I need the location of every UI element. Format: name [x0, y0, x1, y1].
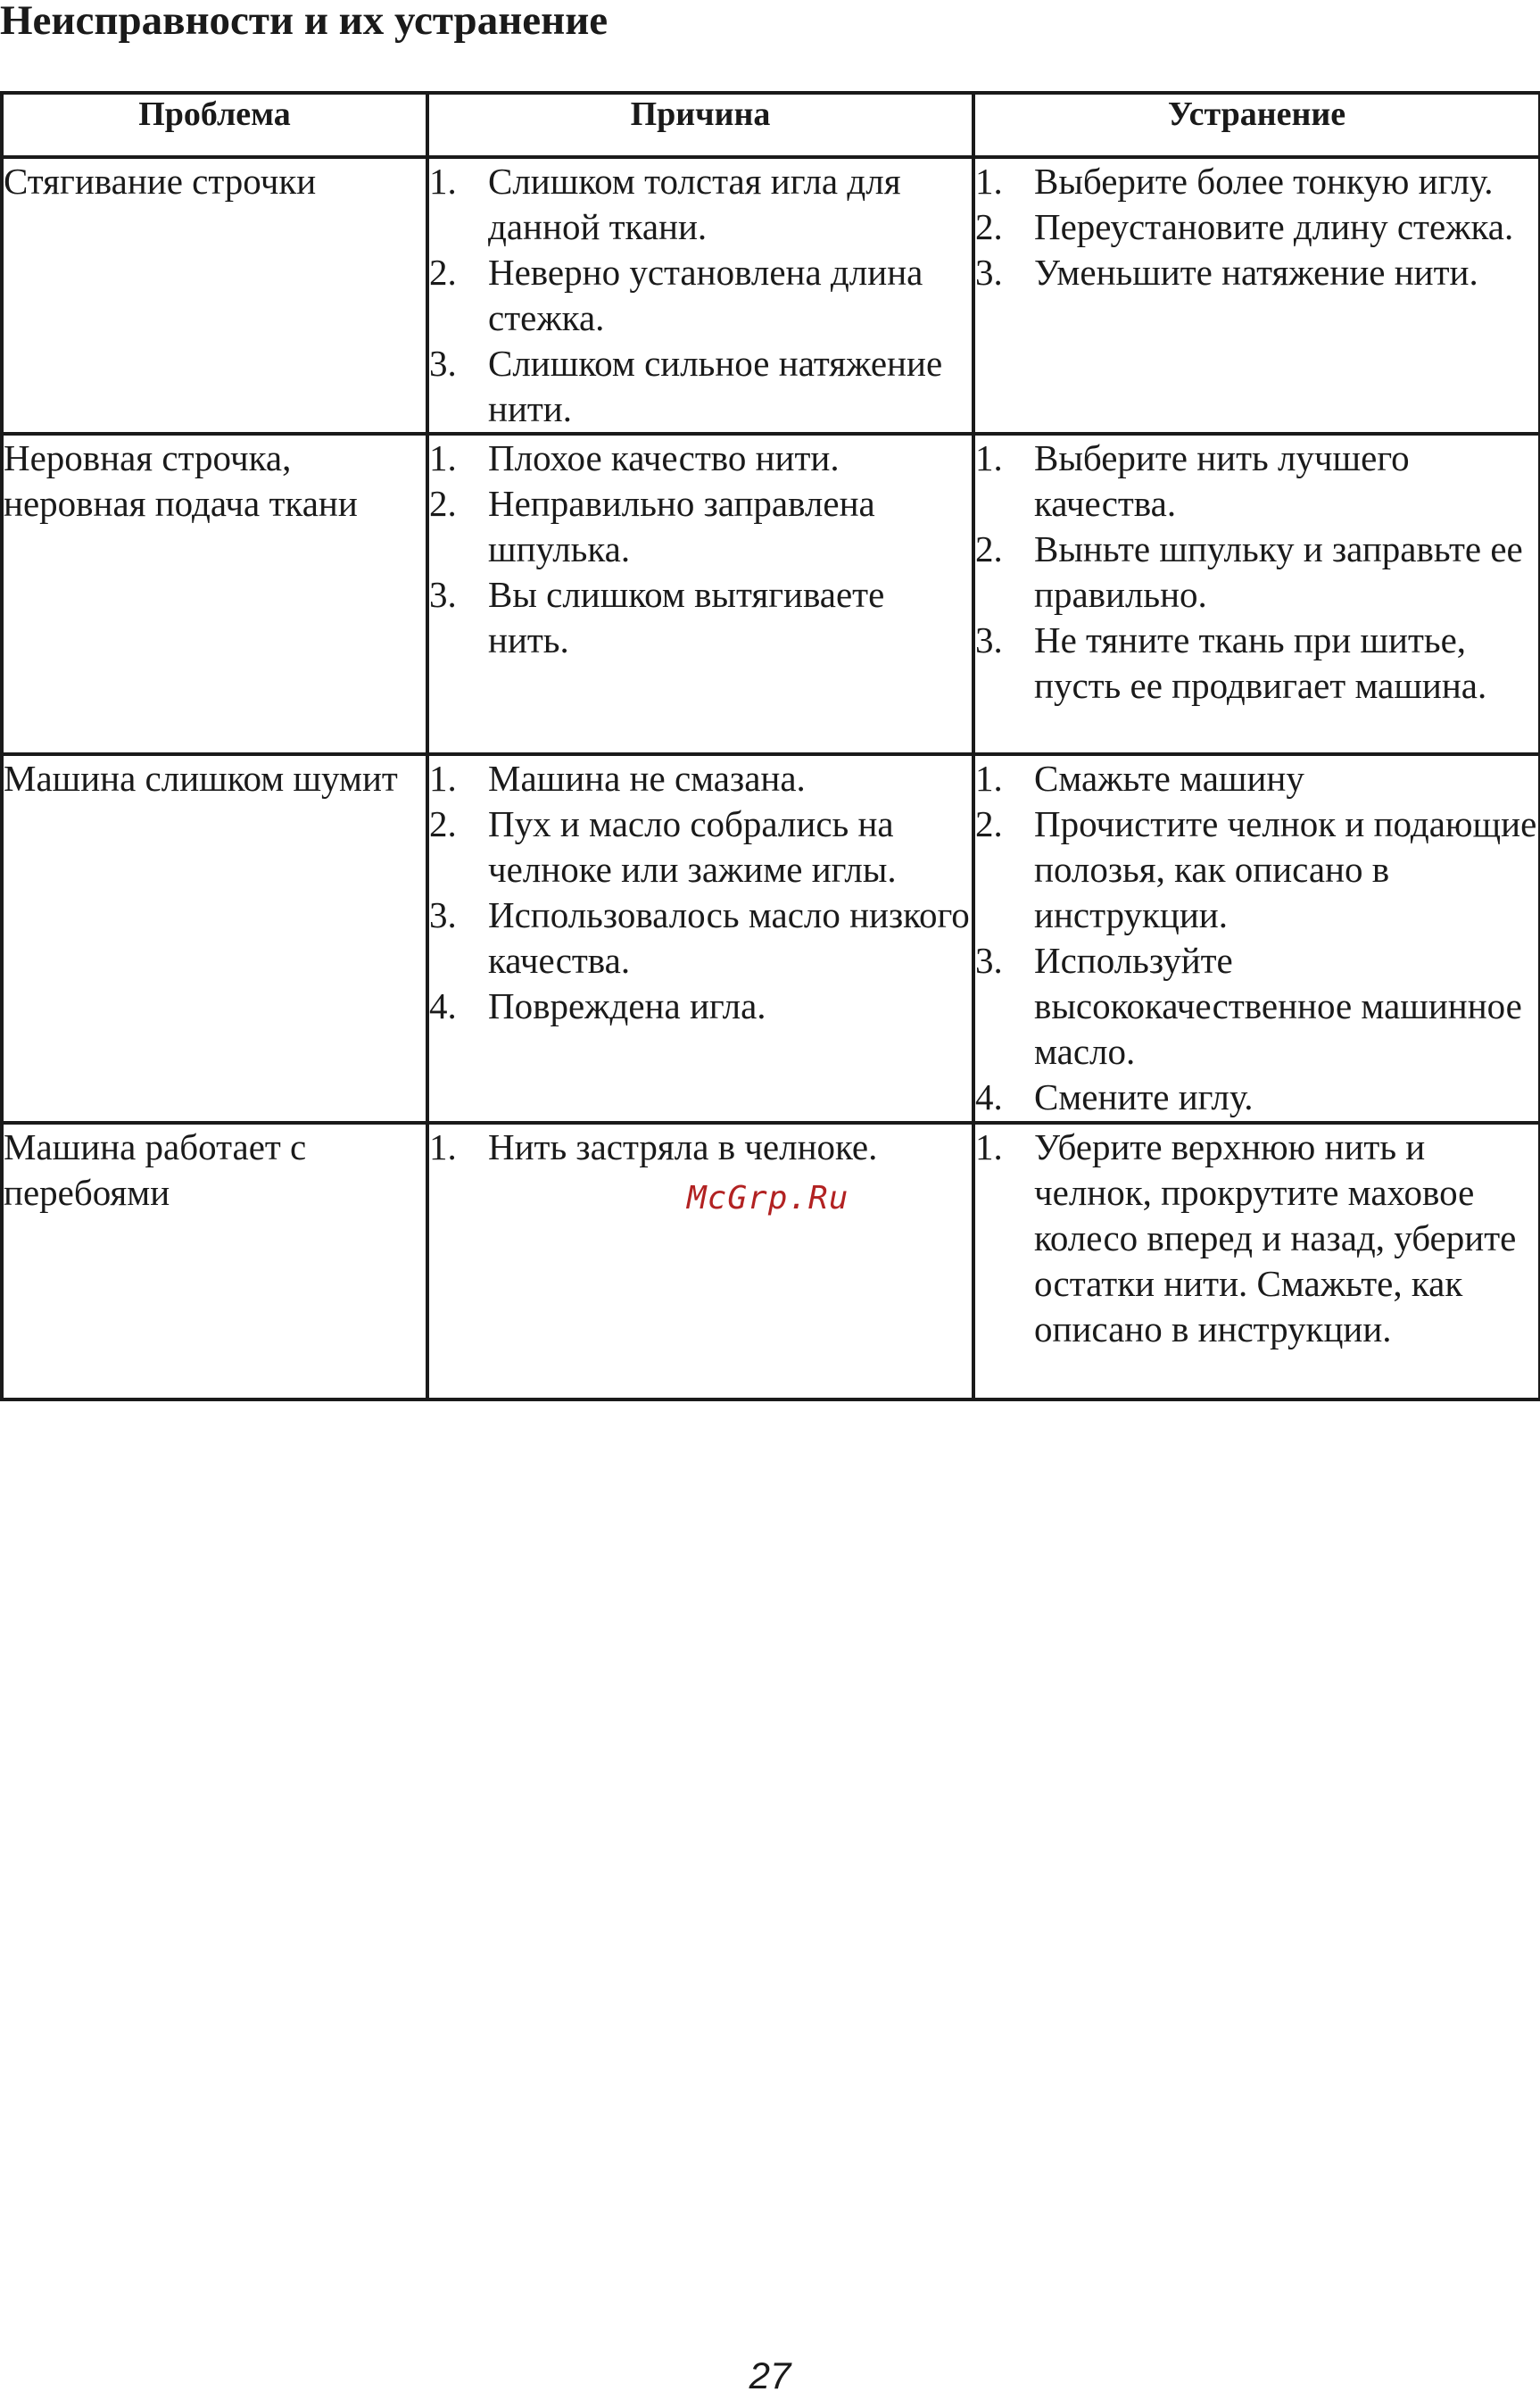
item-text: Слишком сильное натяжение нити. — [488, 343, 943, 429]
item-number: 1. — [429, 758, 457, 799]
item-number: 2. — [429, 803, 457, 844]
watermark: McGrp.Ru — [687, 1180, 849, 1217]
list-item — [429, 756, 972, 801]
fix-list — [975, 1125, 1538, 1352]
item-text: Вы слишком вытягиваете нить. — [488, 574, 885, 660]
item-number: 1. — [975, 437, 1003, 478]
item-number: 1. — [429, 161, 457, 202]
item-text: Повреждена игла. — [488, 985, 766, 1026]
item-text: Выньте шпульку и заправьте ее правильно. — [1034, 528, 1523, 615]
table-row — [2, 1123, 1540, 1399]
item-number: 3. — [429, 894, 457, 935]
cause-cell — [427, 1123, 973, 1399]
fix-cell — [973, 434, 1540, 754]
table-row — [2, 434, 1540, 754]
cause-list — [429, 1125, 972, 1170]
item-text: Выберите более тонкую иглу. — [1034, 161, 1494, 202]
list-item — [429, 893, 972, 984]
list-item — [975, 756, 1538, 801]
cause-cell — [427, 754, 973, 1123]
item-text: Пух и масло собрались на челноке или зажиме иглы. — [488, 803, 897, 890]
table-header-row — [2, 93, 1540, 157]
item-text: Прочистите челнок и подающие полозья, как описано в инструкции. — [1034, 803, 1537, 935]
table-row — [2, 157, 1540, 434]
fix-list — [975, 159, 1538, 295]
list-item — [975, 527, 1538, 618]
list-item — [975, 938, 1538, 1075]
list-item — [429, 436, 972, 481]
item-text: Переустановите длину стежка. — [1034, 206, 1514, 247]
cause-list — [429, 159, 972, 432]
list-item — [975, 159, 1538, 204]
item-number: 2. — [429, 483, 457, 524]
item-text: Уберите верхнюю нить и челнок, прокрутите маховое колесо вперед и назад, уберите остатки нити. Смажьте, как описано в инструкции. — [1034, 1126, 1517, 1349]
item-number: 1. — [429, 1126, 457, 1167]
fix-cell — [973, 1123, 1540, 1399]
header-fix: Устранение — [973, 93, 1540, 157]
cause-cell — [427, 434, 973, 754]
list-item — [429, 1125, 972, 1170]
list-item — [975, 204, 1538, 250]
list-item — [429, 481, 972, 572]
problem-cell: Машина слишком шумит — [2, 754, 427, 1123]
cause-cell — [427, 157, 973, 434]
list-item — [975, 436, 1538, 527]
page-number: 27 — [749, 2354, 791, 2396]
item-text: Нить застряла в челноке. — [488, 1126, 878, 1167]
cause-list — [429, 756, 972, 1029]
problem-cell: Стягивание строчки — [2, 157, 427, 434]
item-number: 2. — [975, 528, 1003, 569]
item-number: 1. — [975, 161, 1003, 202]
item-number: 3. — [975, 619, 1003, 660]
problem-cell: Машина работает с перебоями — [2, 1123, 427, 1399]
header-cause: Причина — [427, 93, 973, 157]
item-text: Использовалось масло низкого качества. — [488, 894, 970, 981]
item-number: 2. — [975, 206, 1003, 247]
list-item — [975, 1125, 1538, 1352]
item-text: Не тяните ткань при шитье, пусть ее продвигает машина. — [1034, 619, 1487, 706]
item-text: Плохое качество нити. — [488, 437, 840, 478]
list-item — [429, 341, 972, 432]
fix-list — [975, 756, 1538, 1120]
item-number: 1. — [975, 1126, 1003, 1167]
item-text: Уменьшите натяжение нити. — [1034, 252, 1478, 293]
fix-cell — [973, 754, 1540, 1123]
header-problem: Проблема — [2, 93, 427, 157]
item-number: 3. — [975, 940, 1003, 981]
item-text: Смажьте машину — [1034, 758, 1304, 799]
list-item — [429, 984, 972, 1029]
item-number: 4. — [975, 1076, 1003, 1117]
item-number: 3. — [429, 574, 457, 615]
list-item — [429, 250, 972, 341]
item-text: Используйте высококачественное машинное масло. — [1034, 940, 1522, 1072]
item-number: 2. — [975, 803, 1003, 844]
list-item — [975, 1075, 1538, 1120]
item-text: Машина не смазана. — [488, 758, 806, 799]
item-number: 1. — [975, 758, 1003, 799]
item-text: Неверно установлена длина стежка. — [488, 252, 923, 338]
fix-cell — [973, 157, 1540, 434]
list-item — [429, 159, 972, 250]
item-text: Слишком толстая игла для данной ткани. — [488, 161, 901, 247]
table-row — [2, 754, 1540, 1123]
fix-list — [975, 436, 1538, 709]
item-number: 3. — [429, 343, 457, 384]
list-item — [429, 572, 972, 663]
item-text: Выберите нить лучшего качества. — [1034, 437, 1410, 524]
list-item — [975, 250, 1538, 295]
list-item — [975, 801, 1538, 938]
list-item — [975, 618, 1538, 709]
item-number: 1. — [429, 437, 457, 478]
item-number: 3. — [975, 252, 1003, 293]
problem-cell: Неровная строчка, неровная подача ткани — [2, 434, 427, 754]
item-text: Смените иглу. — [1034, 1076, 1254, 1117]
list-item — [429, 801, 972, 893]
cause-list — [429, 436, 972, 663]
page-title: Неисправности и их устранение — [0, 0, 609, 44]
item-number: 4. — [429, 985, 457, 1026]
item-number: 2. — [429, 252, 457, 293]
item-text: Неправильно заправлена шпулька. — [488, 483, 875, 569]
